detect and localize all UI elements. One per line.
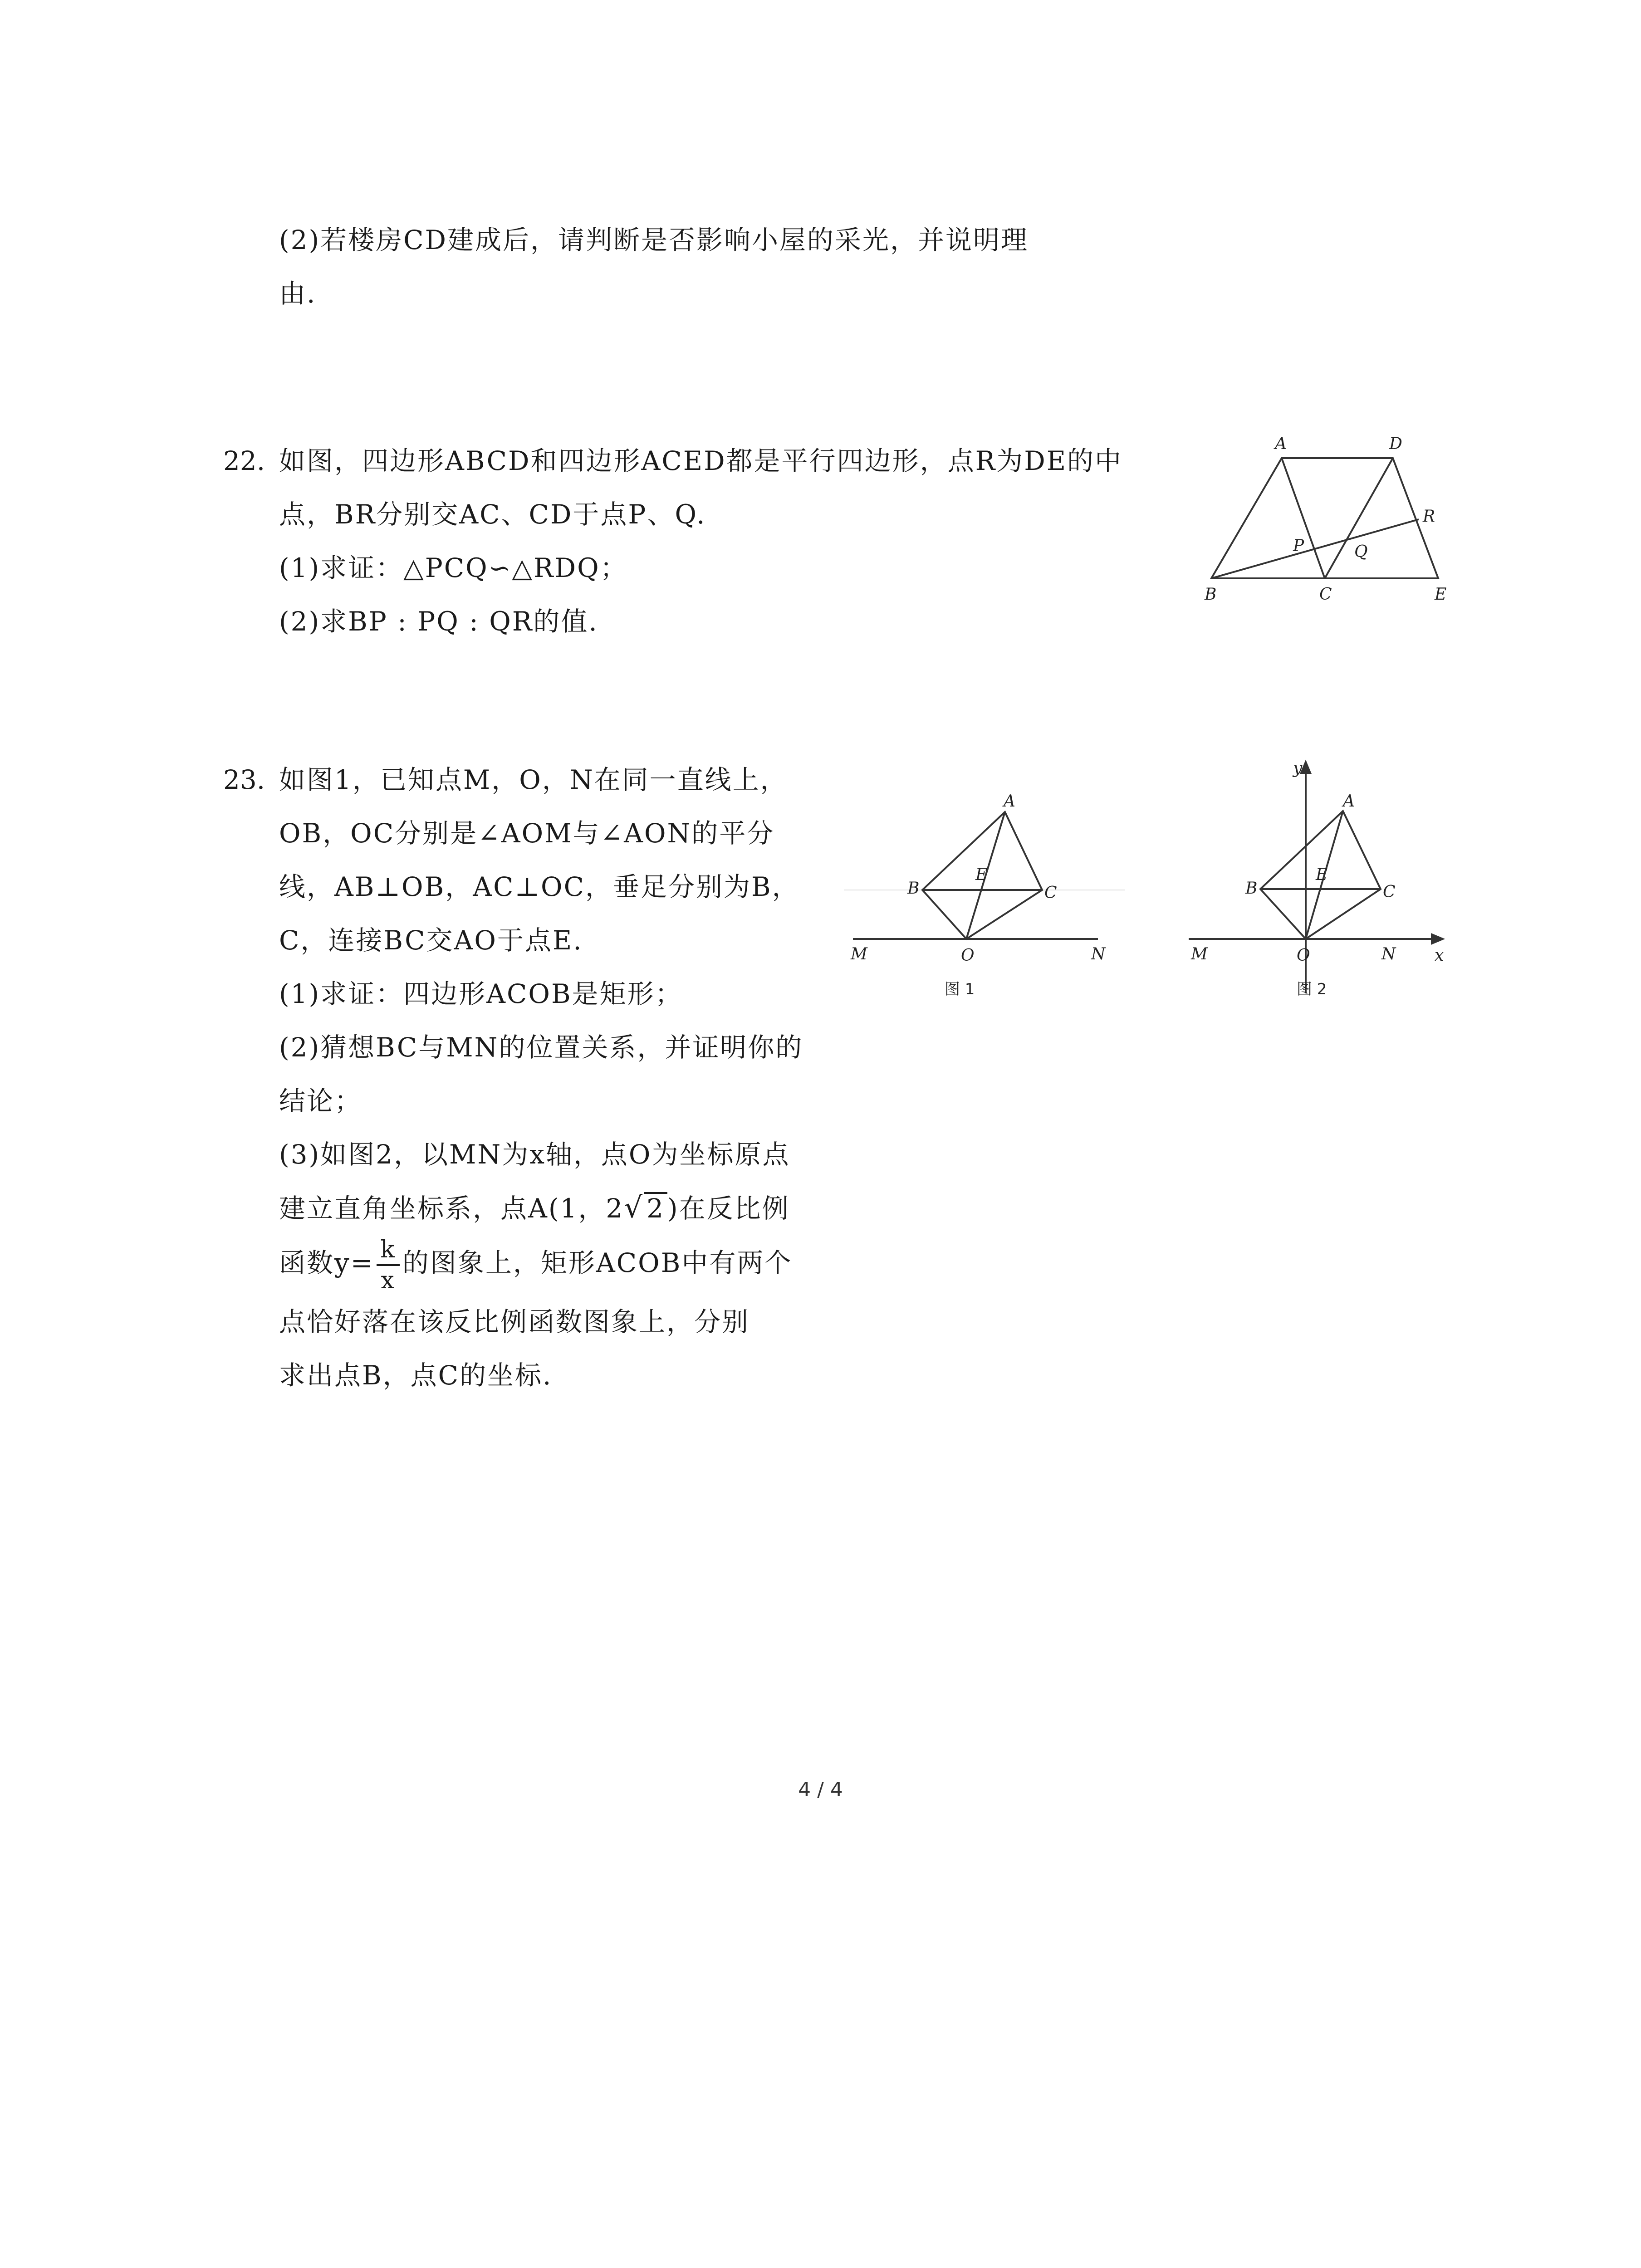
- fig1-label-o: O: [961, 946, 975, 965]
- q22-label-b: B: [1205, 585, 1217, 604]
- q23-fraction-numerator: k: [377, 1235, 400, 1266]
- q23-line10-prefix: 函数y=: [279, 1247, 374, 1279]
- q22-label-q: Q: [1354, 543, 1368, 561]
- q23-line11: 点恰好落在该反比例函数图象上，分别: [279, 1306, 750, 1337]
- q23-fraction-denominator: x: [381, 1267, 396, 1294]
- fig1-label-c: C: [1044, 884, 1057, 902]
- q22-line3: (1)求证：△PCQ∽△RDQ；: [279, 552, 628, 583]
- fig2-y-arrow: [1301, 762, 1310, 773]
- q22-label-e: E: [1435, 585, 1447, 604]
- q23-fraction: [377, 1235, 400, 1295]
- q23-line9-prefix: 建立直角坐标系，点A(1，2: [279, 1193, 624, 1224]
- fig1-label-m: M: [851, 945, 867, 963]
- q22-line1: 如图，四边形ABCD和四边形ACED都是平行四边形，点R为DE的中: [279, 445, 1123, 476]
- q23-line4: C，连接BC交AO于点E.: [279, 925, 583, 956]
- q23-line10: [279, 1235, 803, 1295]
- q23-line6: (2)猜想BC与MN的位置关系，并证明你的: [279, 1032, 803, 1063]
- fig2-caption: 图 2: [1297, 980, 1327, 998]
- q23-figure-2: [1180, 753, 1461, 1007]
- q23-line9: [279, 1181, 803, 1235]
- fig2-x-arrow: [1432, 934, 1443, 943]
- q21-part2-line2: 由.: [279, 278, 317, 309]
- q22-outline: [1211, 458, 1438, 578]
- q22-number: 22.: [223, 445, 265, 476]
- fig1-label-a: A: [1004, 792, 1015, 811]
- q23-sqrt-radicand: 2: [644, 1192, 667, 1223]
- q22-figure: [1198, 431, 1470, 612]
- q22-label-p: P: [1293, 537, 1304, 555]
- sqrt-symbol: √: [624, 1191, 644, 1225]
- q22-label-c: C: [1319, 585, 1332, 604]
- q23-line9-suffix: )在反比例: [667, 1193, 790, 1224]
- q23-line2: OB，OC分别是∠AOM与∠AON的平分: [279, 818, 775, 849]
- fig2-label-e: E: [1316, 865, 1328, 884]
- q23-line12: 求出点B，点C的坐标.: [279, 1360, 553, 1391]
- fig1-label-n: N: [1091, 945, 1106, 963]
- fig2-label-n: N: [1381, 945, 1396, 963]
- q23-line8: (3)如图2，以MN为x轴，点O为坐标原点: [279, 1139, 790, 1170]
- fig2-label-a: A: [1343, 792, 1355, 811]
- q23-line7: 结论；: [279, 1085, 362, 1116]
- fig1-label-b: B: [907, 879, 920, 898]
- q22-line2: 点，BR分别交AC、CD于点P、Q.: [279, 499, 706, 530]
- q23-number: 23.: [223, 764, 265, 795]
- page-number: 4 / 4: [798, 1778, 843, 1801]
- fig2-label-y: y: [1293, 759, 1303, 777]
- fig1-label-e: E: [975, 865, 988, 884]
- q22-line4: (2)求BP : PQ : QR的值.: [279, 606, 598, 637]
- q23-figure-1: [844, 789, 1134, 1007]
- fig2-label-b: B: [1245, 879, 1258, 898]
- q23-line3: 线，AB⊥OB，AC⊥OC，垂足分别为B，: [279, 871, 800, 902]
- fig2-label-m: M: [1191, 945, 1208, 963]
- q23-line10-suffix: 的图象上，矩形ACOB中有两个: [402, 1247, 793, 1279]
- q23-text: [279, 753, 803, 1402]
- q23-line5: (1)求证：四边形ACOB是矩形；: [279, 978, 683, 1009]
- q22-segment-ac: [1282, 458, 1325, 578]
- fig2-label-o: O: [1297, 946, 1310, 965]
- q22-segment-br: [1211, 519, 1419, 578]
- q21-part2-line1: (2)若楼房CD建成后，请判断是否影响小屋的采光，并说明理: [279, 225, 1029, 255]
- fig2-label-c: C: [1383, 883, 1396, 901]
- q22-label-d: D: [1389, 435, 1402, 453]
- fig2-label-x: x: [1435, 946, 1444, 965]
- q22-label-a: A: [1275, 435, 1287, 453]
- fig1-caption: 图 1: [945, 980, 975, 998]
- q21-part2: [279, 213, 1029, 320]
- q22-text: [279, 434, 1122, 648]
- q23-line1: 如图1，已知点M，O，N在同一直线上，: [279, 764, 788, 795]
- q22-label-r: R: [1423, 507, 1435, 526]
